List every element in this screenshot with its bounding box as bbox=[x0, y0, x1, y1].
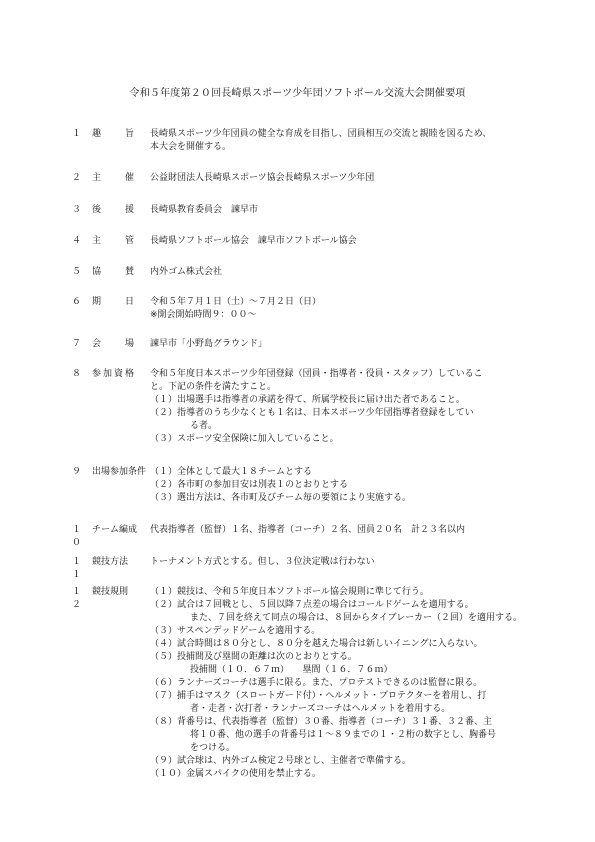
section-line: （６）ランナーズコーチは選手に限る。また、プロテストできるのは監督に限る。 bbox=[150, 678, 483, 688]
section-number: ６ bbox=[72, 297, 82, 307]
section-line: 内外ゴム株式会社 bbox=[150, 267, 223, 277]
section-line: 投捕間（１０．６７ｍ） 塁間（１６．７６ｍ） bbox=[190, 665, 393, 675]
section-line: （９）試合球は、内外ゴム検定２号球とし、主催者で準備する。 bbox=[150, 756, 412, 766]
section-label: 期 日 bbox=[92, 297, 137, 307]
section-line: トーナメント方式とする。但し、３位決定戦は行わない bbox=[150, 557, 375, 567]
section-number: ３ bbox=[72, 205, 82, 215]
section-label: 競技規則 bbox=[92, 587, 129, 597]
section-line: （７）捕手はマスク（スロートガード付）・ヘルメット・プロテクターを着用し、打 bbox=[150, 691, 487, 701]
section-number: ８ bbox=[72, 369, 82, 379]
section-line: 長崎県教育委員会 諫早市 bbox=[150, 205, 259, 215]
section-line: （２）各市町の参加目安は別表１のとおりとする bbox=[150, 480, 349, 490]
section-number: ４ bbox=[72, 236, 82, 246]
section-line: 長崎県ソフトボール協会 諫早市ソフトボール協会 bbox=[150, 236, 357, 246]
section-number: １０ bbox=[72, 525, 82, 548]
section-line: 令和５年７月１日（土）～７月２日（日） bbox=[150, 297, 322, 307]
section-line: と。下記の条件を満たすこと。 bbox=[150, 382, 277, 392]
section-label: 協 賛 bbox=[92, 267, 137, 277]
section-line: る者。 bbox=[190, 421, 218, 431]
section-line: 諫早市「小野島グラウンド」 bbox=[150, 339, 268, 349]
section-line: 令和５年度日本スポーツ少年団登録（団員・指導者・役員・スタッフ）しているこ bbox=[150, 369, 483, 379]
section-number: ７ bbox=[72, 339, 82, 349]
section-line: をつける。 bbox=[190, 743, 236, 753]
section-line: （１０）金属スパイクの使用を禁止する。 bbox=[150, 769, 321, 779]
section-number: ９ bbox=[72, 467, 82, 477]
section-line: 本大会を開催する。 bbox=[150, 142, 232, 152]
section-line: （１）全体として最大１８チームとする bbox=[150, 467, 313, 477]
section-line: （２）指導者のうち少なくとも１名は、日本スポーツ少年団指導者登録をしてい bbox=[150, 408, 474, 418]
section-line: 公益財団法人長崎県スポーツ協会長崎県スポーツ少年団 bbox=[150, 173, 375, 183]
section-label: 出場参加条件 bbox=[92, 467, 147, 477]
section-number: ２ bbox=[72, 173, 82, 183]
section-line: （３）選出方法は、各市町及びチーム毎の要領により実施する。 bbox=[150, 493, 412, 503]
section-line: ※開会開始時間９：００～ bbox=[150, 310, 257, 320]
section-number: １２ bbox=[72, 587, 82, 610]
section-line: 長崎県スポーツ少年団員の健全な育成を目指し、団員相互の交流と親睦を図るため、 bbox=[150, 129, 492, 139]
section-number: ５ bbox=[72, 267, 82, 277]
section-line: また、７回を終えて同点の場合は、８回からタイブレーカー（２回）を適用する。 bbox=[190, 613, 523, 623]
section-line: 代表指導者（監督）１名、指導者（コーチ）２名、団員２０名 計２３名以内 bbox=[150, 525, 466, 535]
section-line: 者・走者・次打者・ランナーズコーチはヘルメットを着用する。 bbox=[190, 704, 451, 714]
section-number: １１ bbox=[72, 557, 82, 580]
section-label: 趣 旨 bbox=[92, 129, 137, 139]
section-label: チーム編成 bbox=[92, 525, 138, 535]
section-line: （２）試合は７回戦とし、５回以降７点差の場合はコールドゲームを適用する。 bbox=[150, 600, 474, 610]
section-line: （８）背番号は、代表指導者（監督）３０番、指導者（コーチ）３１番、３２番、主 bbox=[150, 717, 493, 727]
section-label: 主 催 bbox=[92, 173, 137, 183]
section-line: （４）試合時間は８０分とし、８０分を越えた場合は新しいイニングに入らない。 bbox=[150, 639, 483, 649]
document-title: 令和５年度第２０回長崎県スポーツ少年団ソフトボール交流大会開催要項 bbox=[129, 88, 466, 99]
section-label: 後 援 bbox=[92, 205, 137, 215]
section-line: （１）出場選手は指導者の承諾を得て、所属学校長に届け出た者であること。 bbox=[150, 395, 465, 405]
section-label: 会 場 bbox=[92, 339, 137, 349]
section-line: （１）競技は、令和５年度日本ソフトボール協会規則に準じて行う。 bbox=[150, 587, 429, 597]
section-line: （３）サスペンデッドゲームを適用する。 bbox=[150, 626, 321, 636]
section-label: 競技方法 bbox=[92, 557, 129, 567]
section-line: （３）スポーツ安全保険に加入していること。 bbox=[150, 434, 339, 444]
section-line: 将１０番、他の選手の背番号は１～８９までの１・２桁の数字とし、胸番号 bbox=[190, 730, 497, 740]
section-label: 主 管 bbox=[92, 236, 137, 246]
section-label: 参加資格 bbox=[92, 369, 137, 379]
section-line: （５）投捕間及び塁間の距離は次のとおりとする。 bbox=[150, 652, 358, 662]
section-number: １ bbox=[72, 129, 82, 139]
